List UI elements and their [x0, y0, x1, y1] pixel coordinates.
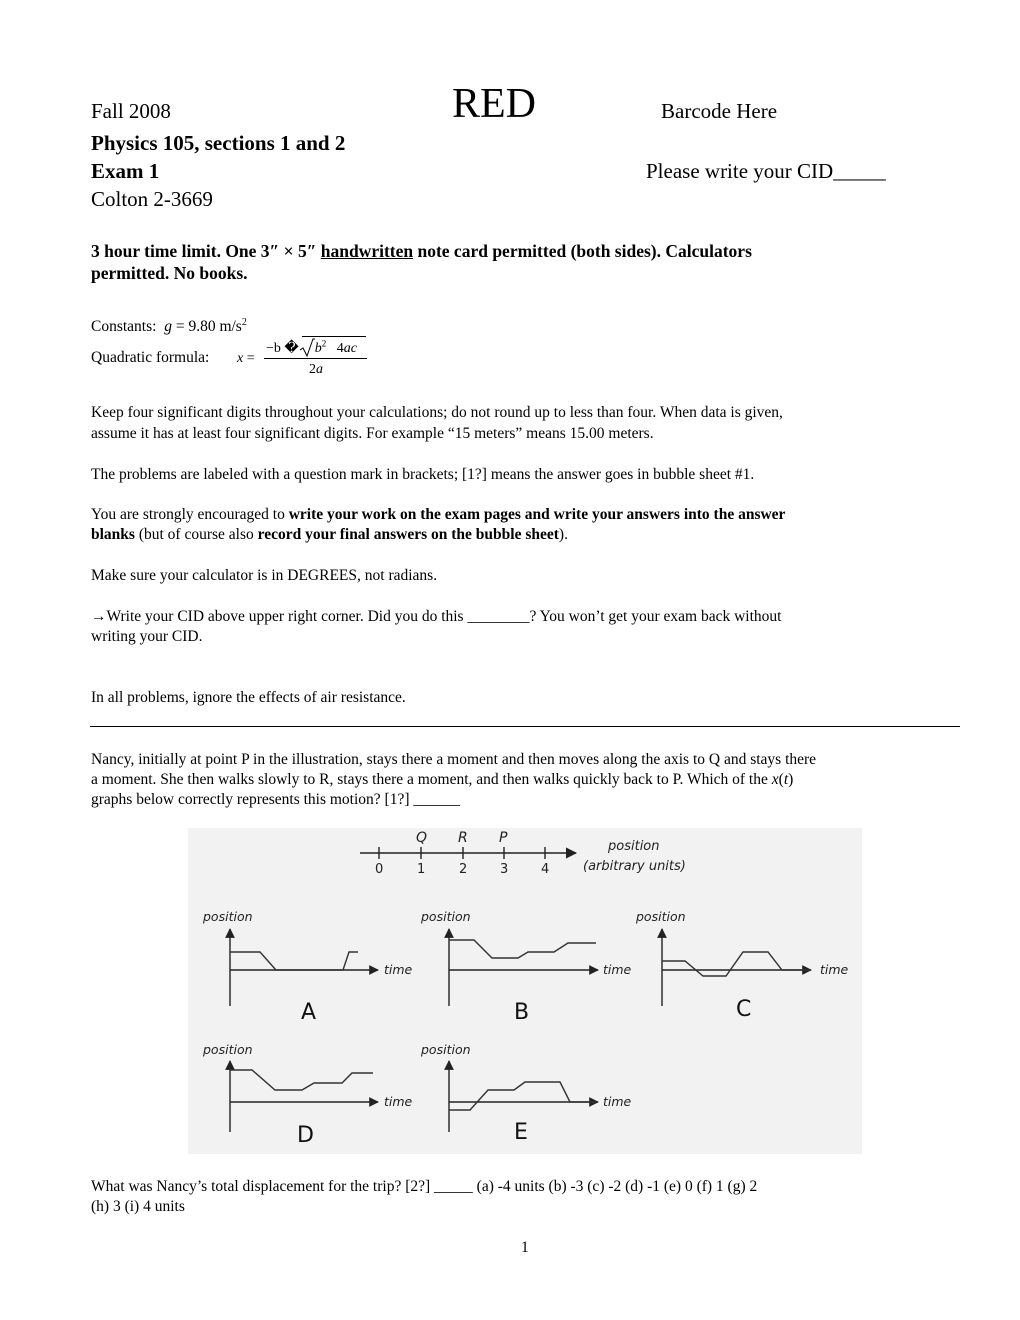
exam-term: Fall 2008: [91, 99, 171, 123]
graph-c: [635, 909, 849, 1022]
axis-number-2: 2: [459, 862, 468, 877]
axis-number-3: 3: [500, 862, 509, 877]
question2-line2: (h) 3 (i) 4 units: [91, 1198, 185, 1215]
position-axis: [360, 830, 686, 877]
formula-four: 4: [336, 341, 344, 356]
question1-line3: graphs below correctly represents this motion? [1?] ______: [91, 791, 460, 808]
graph-b-xlabel: time: [603, 962, 632, 977]
graph-d-letter: D: [297, 1123, 314, 1148]
graph-c-xlabel: time: [820, 962, 849, 977]
graph-a: [202, 909, 413, 1025]
graph-e-xlabel: time: [603, 1094, 632, 1109]
graph-b-curve: [449, 940, 596, 958]
rules-text-c: note card permitted (both sides). Calculators: [413, 241, 752, 261]
formula-lhs: [237, 351, 255, 367]
formula-label: Quadratic formula:: [91, 349, 210, 366]
exam-title: Exam 1: [91, 159, 160, 183]
graph-b-ylabel: position: [421, 909, 471, 924]
encourage-line2: [91, 525, 568, 545]
exam-rules-line2: permitted. No books.: [91, 263, 248, 283]
axis-letter-r: R: [458, 830, 468, 846]
cid-prompt: Please write your CID_____: [646, 159, 886, 183]
graph-e-letter: E: [514, 1120, 528, 1145]
xt-t: t: [783, 771, 789, 788]
graph-c-curve: [662, 952, 811, 976]
page-number: 1: [521, 1239, 529, 1256]
axis-number-1: 1: [417, 862, 426, 877]
graph-d: [202, 1042, 413, 1148]
graph-a-ylabel: position: [203, 909, 253, 924]
constants-label: Constants:: [91, 318, 157, 336]
barcode-placeholder: Barcode Here: [661, 99, 778, 123]
encourage-text-d: (but of course also: [134, 526, 258, 543]
axis-letter-q: Q: [416, 830, 428, 846]
constant-exponent: 2: [241, 317, 247, 328]
graph-c-ylabel: position: [636, 909, 686, 924]
exam-rules-line1: [91, 241, 752, 262]
graph-c-letter: C: [736, 997, 752, 1022]
motion-figure: [188, 828, 862, 1154]
radical-sign-icon: [299, 338, 315, 358]
rules-text-a: 3 hour time limit. One 3″ × 5″: [91, 241, 321, 261]
constant-value: = 9.80 m/s: [171, 318, 242, 336]
cid-reminder-line2: writing your CID.: [91, 628, 203, 645]
graph-d-curve: [230, 1070, 373, 1090]
encourage-line1: [91, 505, 785, 525]
constant-g: g: [164, 318, 172, 336]
fraction-bar: [264, 358, 367, 359]
graph-e-ylabel: position: [421, 1042, 471, 1057]
sigdigits-line1: Keep four significant digits throughout your calculations; do not round up to less than four. When data is given,: [91, 404, 783, 421]
axis-label-units: (arbitrary units): [583, 859, 686, 874]
encourage-text-c: blanks: [91, 526, 135, 543]
degrees-note: Make sure your calculator is in DEGREES, not radians.: [91, 567, 438, 584]
formula-b-exponent: 2: [321, 338, 327, 349]
formula-numerator: [266, 338, 357, 358]
axis-letter-p: P: [499, 830, 508, 846]
motion-figure-svg: [188, 828, 862, 1154]
question1-text: a moment. She then walks slowly to R, stays there a moment, and then walks quickly back to P. Which of the: [91, 771, 772, 788]
graph-e-curve: [449, 1082, 596, 1110]
rules-handwritten: handwritten: [320, 241, 414, 261]
constants-line: [91, 313, 247, 337]
exam-version: RED: [452, 81, 536, 127]
formula-x: x: [237, 351, 244, 366]
graph-b-letter: B: [514, 1000, 530, 1025]
graph-d-ylabel: position: [203, 1042, 253, 1057]
formula-minus-b: −b �: [266, 341, 299, 356]
formula-two: 2: [309, 362, 316, 377]
encourage-text-f: ).: [558, 526, 568, 543]
radical-bar: [302, 336, 366, 337]
formula-denominator: [309, 362, 323, 378]
formula-equals: =: [246, 351, 255, 366]
graph-e: [420, 1042, 632, 1145]
xt-paren-open: (: [778, 771, 784, 788]
formula-a: a: [316, 362, 323, 377]
cid-reminder-line1: →Write your CID above upper right corner. Did you do this ________? You won’t get your exam back without: [91, 608, 782, 625]
question1-line2: [91, 770, 793, 790]
xt-x: x: [771, 771, 779, 788]
question1-line1: Nancy, initially at point P in the illustration, stays there a moment and then moves along the axis to Q and stays there: [91, 751, 817, 768]
encourage-text-b: write your work on the exam pages and write your answers into the answer: [288, 506, 786, 523]
formula-ac: ac: [343, 341, 357, 356]
formula-b: b: [314, 341, 322, 356]
graph-a-letter: A: [301, 1000, 317, 1025]
encourage-text-a: You are strongly encouraged to: [91, 506, 289, 523]
graph-d-xlabel: time: [384, 1094, 413, 1109]
section-divider: [90, 726, 960, 727]
graph-b: [420, 909, 632, 1025]
xt-paren-close: ): [788, 771, 794, 788]
course-title: Physics 105, sections 1 and 2: [91, 131, 346, 155]
axis-number-0: 0: [375, 862, 384, 877]
graph-a-curve: [230, 952, 358, 970]
axis-label-position: position: [608, 839, 660, 854]
instructor-office: Colton 2-3669: [91, 187, 213, 211]
air-resistance-note: In all problems, ignore the effects of air resistance.: [91, 689, 406, 706]
encourage-text-e: record your final answers on the bubble sheet: [257, 526, 559, 543]
axis-number-4: 4: [541, 862, 550, 877]
question2-line1: What was Nancy’s total displacement for the trip? [2?] _____ (a) -4 units (b) -3 (c) -2 (d) -1 (e) 0 (f) 1 (g) 2: [91, 1178, 758, 1195]
sigdigits-line2: assume it has at least four significant digits. For example “15 meters” means 15.00 meters.: [91, 425, 654, 442]
labels-note: The problems are labeled with a question mark in brackets; [1?] means the answer goes in bubble sheet #1.: [91, 466, 755, 483]
graph-a-xlabel: time: [384, 962, 413, 977]
